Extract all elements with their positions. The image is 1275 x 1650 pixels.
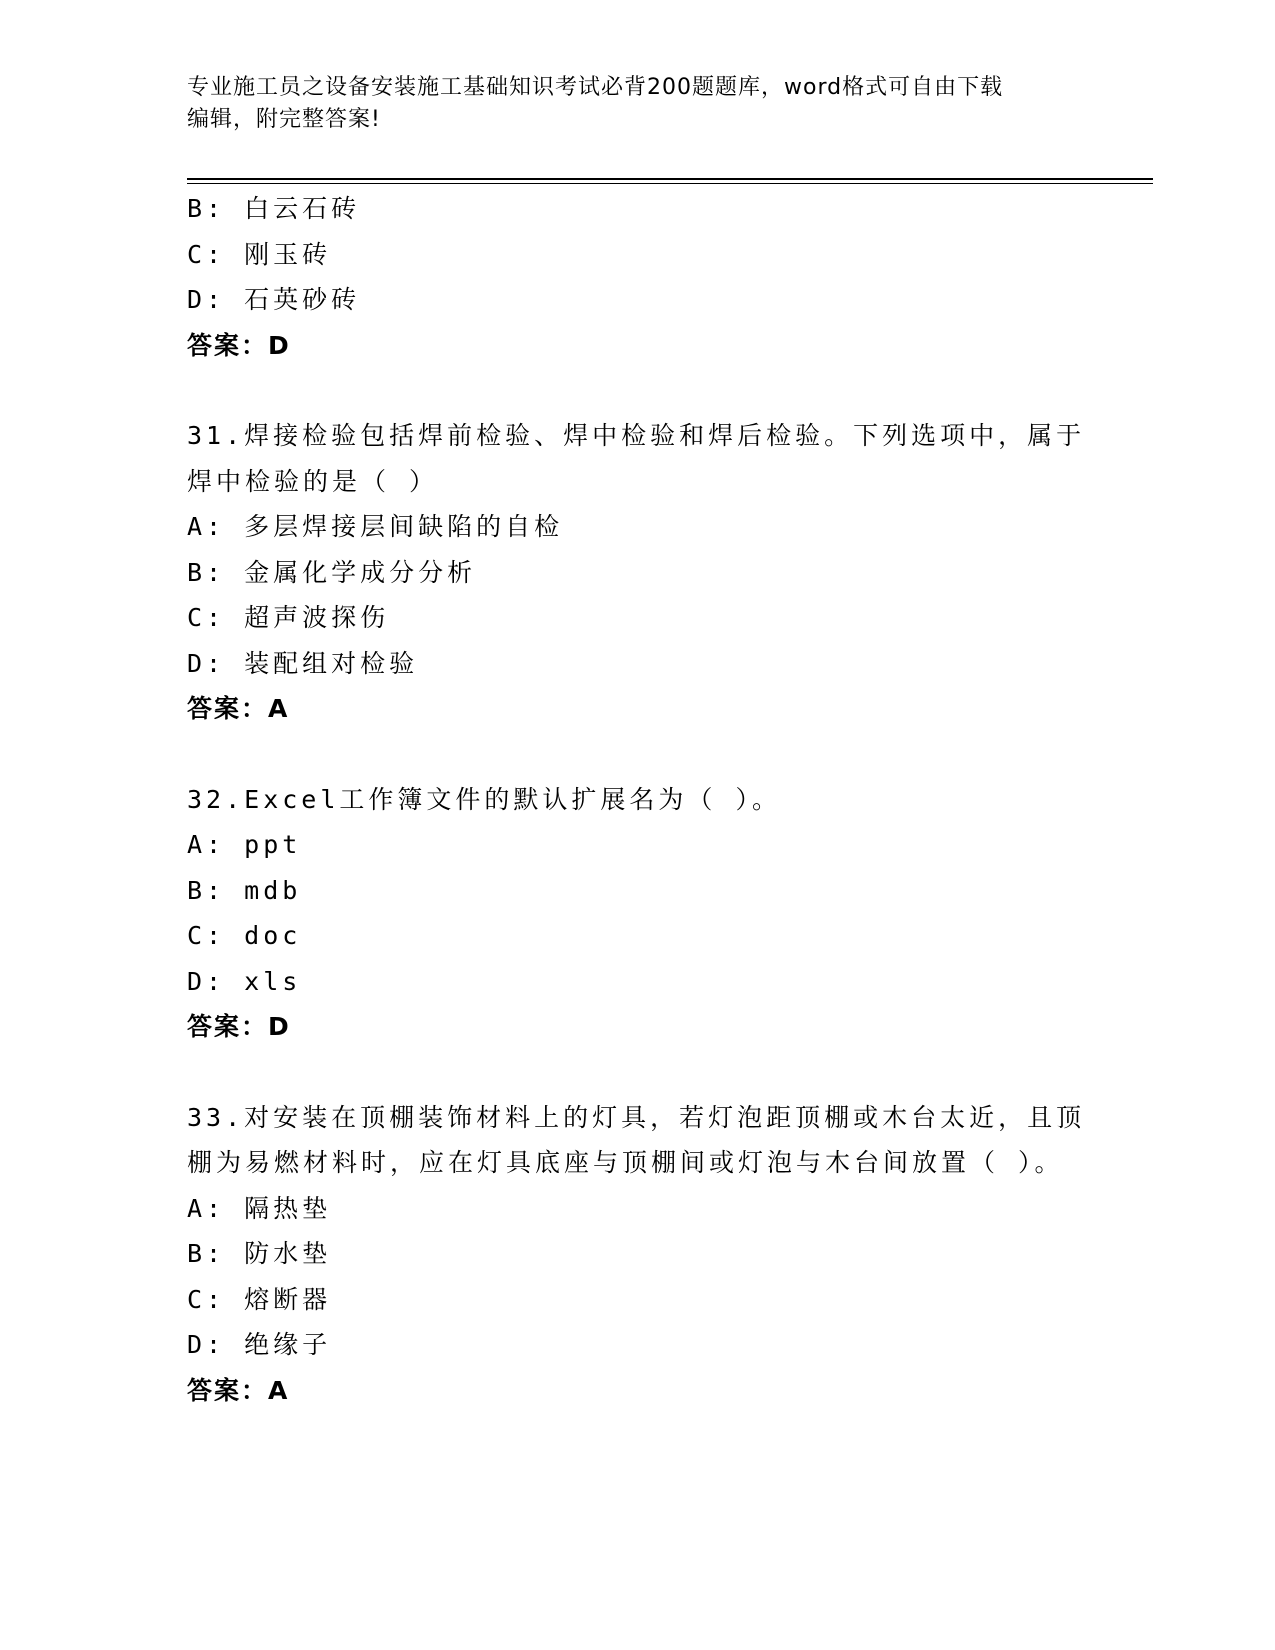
prev-question — [187, 186, 1087, 368]
option-c: C: 刚玉砖 — [187, 239, 332, 269]
answer-line: 答案：D — [187, 330, 291, 360]
answer-line: 答案：D — [187, 1012, 291, 1041]
spacer — [187, 368, 1087, 413]
option-c: C: 熔断器 — [187, 1284, 332, 1314]
header-line-2: 编辑，附完整答案! — [187, 107, 381, 132]
option-a: A: 多层焊接层间缺陷的自检 — [187, 512, 564, 541]
question-stem: 32.Excel工作簿文件的默认扩展名为（ ）。 — [187, 784, 781, 814]
option-d: D: 石英砂砖 — [187, 285, 361, 314]
option-d: D: 装配组对检验 — [187, 648, 419, 678]
question-33 — [187, 1095, 1087, 1414]
option-b: B: 防水垫 — [187, 1239, 332, 1268]
answer-line: 答案：A — [187, 694, 290, 723]
header-divider-thin — [187, 183, 1153, 184]
option-c: C: 超声波探伤 — [187, 603, 390, 632]
option-c: C: doc — [187, 921, 302, 950]
option-a: A: ppt — [187, 830, 302, 859]
answer-line: 答案：A — [187, 1375, 290, 1405]
option-d: D: 绝缘子 — [187, 1330, 332, 1359]
question-stem: 33.对安装在顶棚装饰材料上的灯具，若灯泡距顶棚或木台太近，且顶 — [187, 1102, 1086, 1132]
spacer — [187, 1050, 1087, 1095]
question-31 — [187, 413, 1087, 732]
question-stem: 焊中检验的是（ ） — [187, 466, 439, 496]
option-a: A: 隔热垫 — [187, 1193, 332, 1223]
option-b: B: 金属化学成分分析 — [187, 557, 477, 587]
option-d: D: xls — [187, 966, 302, 996]
option-b: B: 白云石砖 — [187, 194, 361, 223]
option-b: B: mdb — [187, 875, 302, 905]
spacer — [187, 732, 1087, 777]
page-header — [187, 72, 1087, 136]
header-divider-thick — [187, 178, 1153, 180]
question-stem: 31.焊接检验包括焊前检验、焊中检验和焊后检验。下列选项中，属于 — [187, 421, 1086, 450]
question-stem: 棚为易燃材料时，应在灯具底座与顶棚间或灯泡与木台间放置（ ）。 — [187, 1148, 1064, 1177]
question-content — [187, 186, 1087, 1413]
header-line-1: 专业施工员之设备安装施工基础知识考试必背200题题库，word格式可自由下载 — [187, 75, 1004, 100]
question-32 — [187, 777, 1087, 1050]
